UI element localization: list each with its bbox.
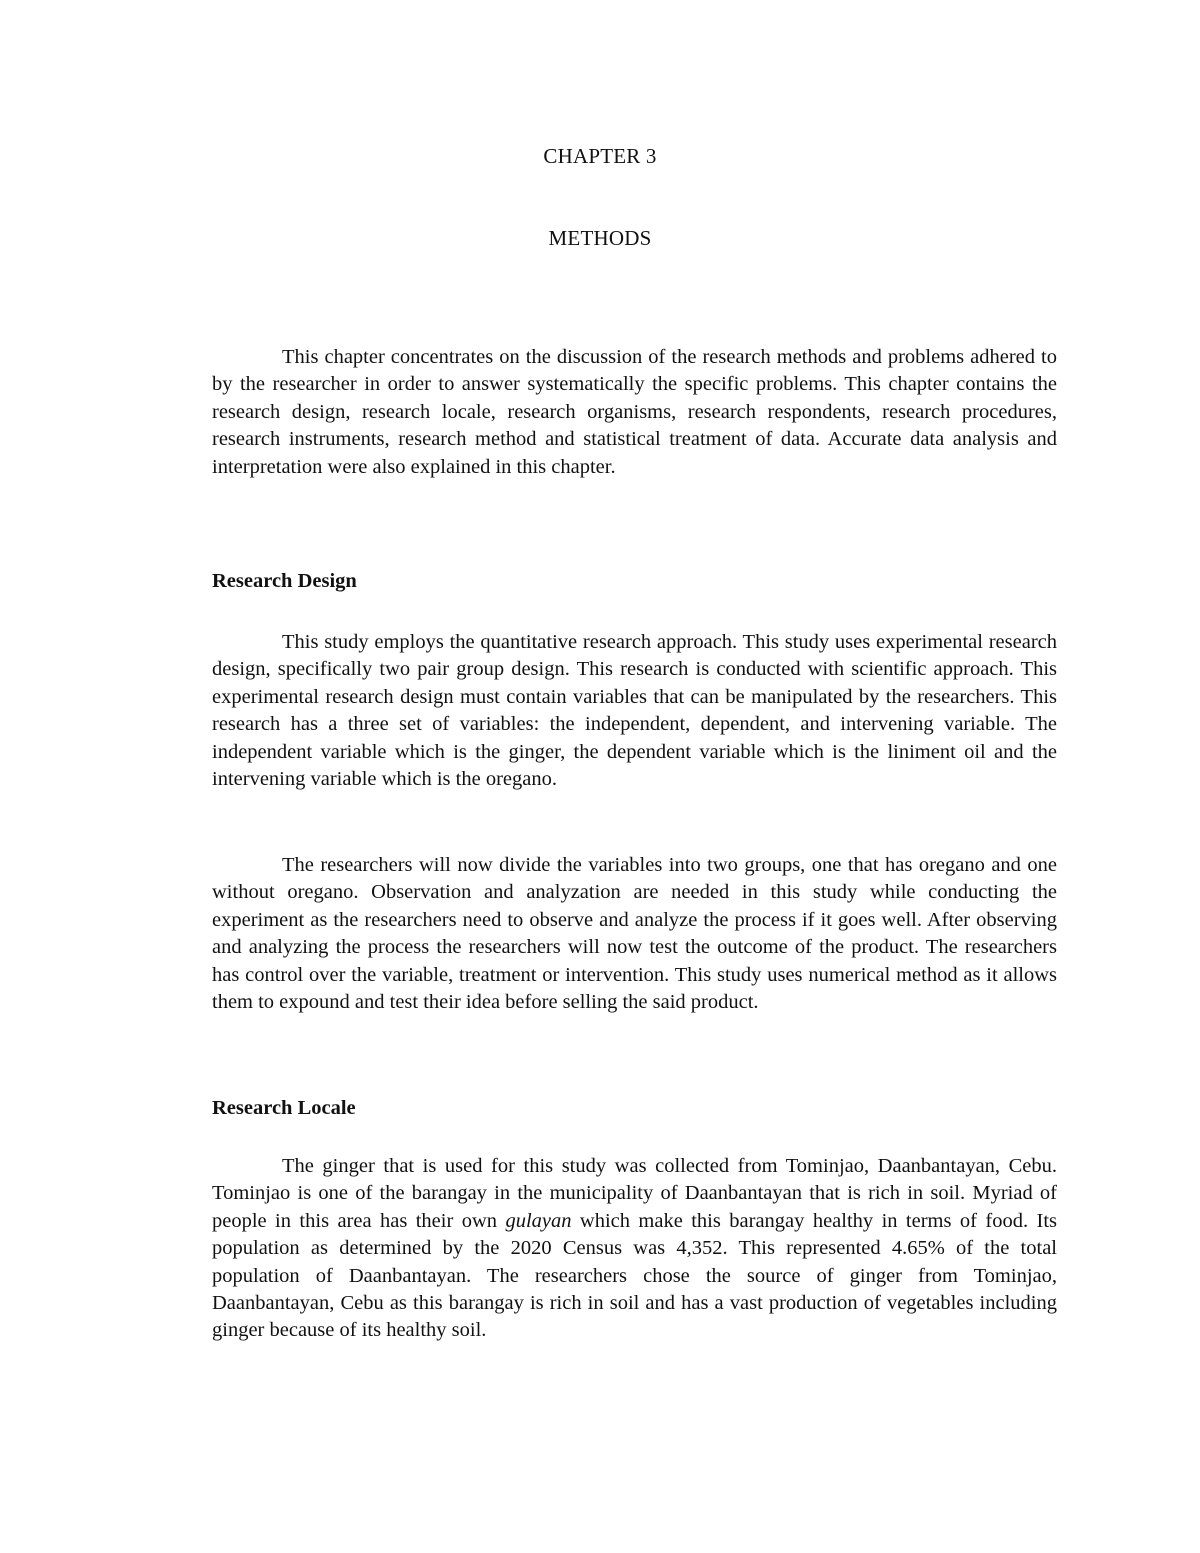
research-locale-section [212, 1153, 1057, 1345]
intro-section [212, 344, 1057, 481]
section-heading-research-locale: Research Locale [212, 1097, 356, 1119]
chapter-number-title: CHAPTER 3 [543, 144, 657, 168]
research-design-paragraph-1: This study employs the quantitative research approach. This study uses experimental research design, specifically two pair group design. This research is conducted with scientific approach. This experimental research design must contain variables that can be manipulated by the researchers. This research has a three set of variables: the independent, dependent, and intervening variable. The independent variable which is the ginger, the dependent variable which is the liniment oil and the intervening variable which is the oregano. [212, 631, 1057, 791]
section-heading-research-design: Research Design [212, 570, 357, 592]
locale-emphasis-term: gulayan [505, 1209, 572, 1232]
intro-paragraph: This chapter concentrates on the discussion of the research methods and problems adhered to by the researcher in order to answer systematically the specific problems. This chapter contains the research design, research locale, research organisms, research respondents, research procedures, research instruments, research method and statistical treatment of data. Accurate data analysis and interpretation were also explained in this chapter. [212, 346, 1057, 478]
chapter-title: METHODS [548, 226, 652, 250]
research-design-section-part-1 [212, 629, 1057, 793]
research-design-section-part-2 [212, 852, 1057, 1016]
locale-text-after: which make this barangay healthy in terms of food. Its population as determined by the 2020 Census was 4,352. This represented 4.65% of the total population of Daanbantayan. The researchers chose the source of ginger from Tominjao, Daanbantayan, Cebu as this barangay is rich in soil and has a vast production of vegetables including ginger because of its healthy soil. [212, 1209, 1058, 1342]
research-locale-paragraph [212, 1153, 1057, 1345]
locale-text-before: The ginger that is used for this study was collected from Tominjao, Daanbantayan, Cebu. Tominjao is one of the barangay in the municipality of Daanbantayan that is rich in soil. Myriad of people in this area has their own [212, 1155, 1057, 1232]
research-design-paragraph-2: The researchers will now divide the variables into two groups, one that has oregano and one without oregano. Observation and analyzation are needed in this study while conducting the experiment as the researchers need to observe and analyze the process if it goes well. After observing and analyzing the process the researchers will now test the outcome of the product. The researchers has control over the variable, treatment or intervention. This study uses numerical method as it allows them to expound and test their idea before selling the said product. [212, 854, 1057, 1014]
